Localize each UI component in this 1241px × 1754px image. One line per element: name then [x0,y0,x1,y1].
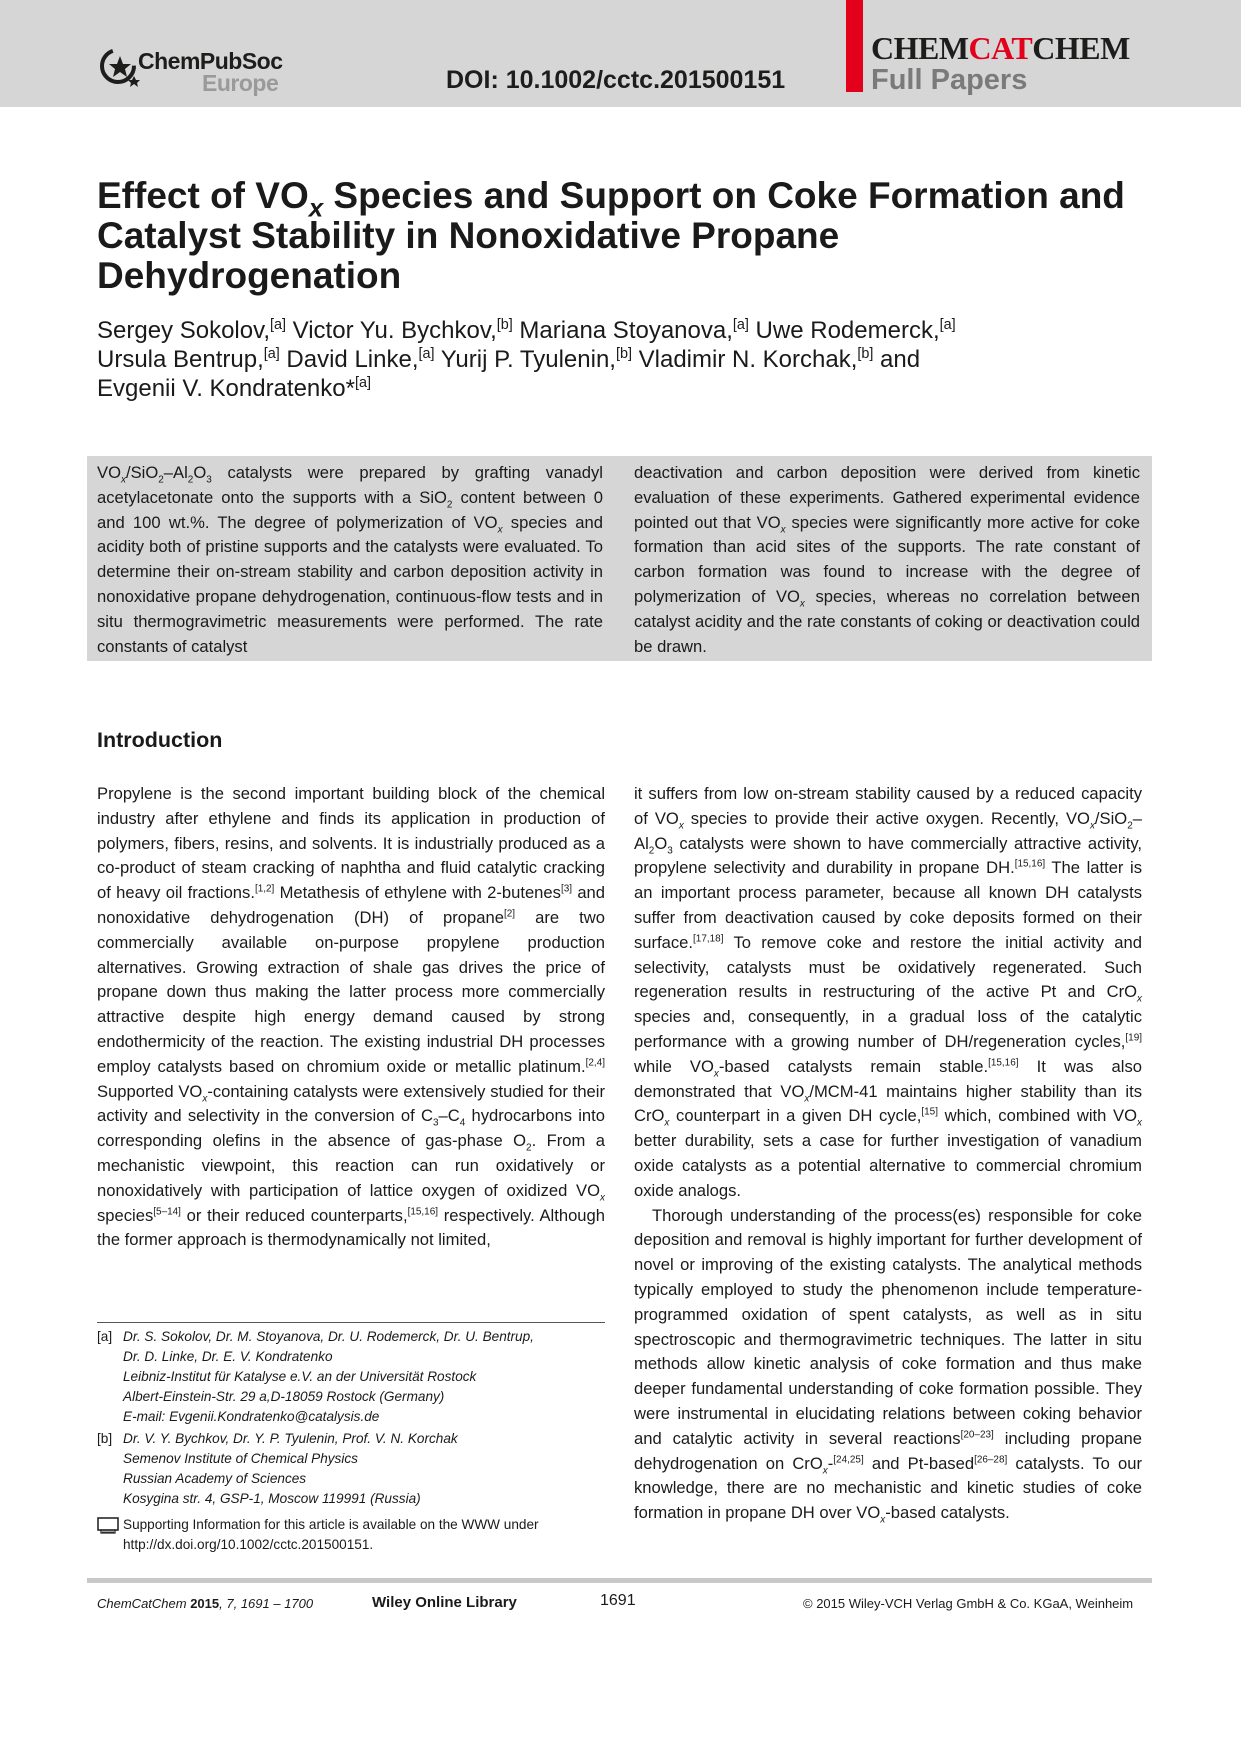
subscript: x [799,598,805,610]
title-line-2: Catalyst Stability in Nonoxidative Propane [97,215,840,256]
subscript: 2 [187,474,194,486]
footer-year: 2015 [186,1596,220,1611]
text-run: /MCM-41 maintains higher stability than its CrO [634,1081,1143,1126]
footer-journal: ChemCatChem [97,1596,187,1611]
footnote-line: Dr. V. Y. Bychkov, Dr. Y. P. Tyulenin, Prof. V. N. Korchak [123,1431,458,1446]
author-name: David Linke, [279,346,419,373]
author-name: Vladimir N. Korchak, [631,346,858,373]
journal-part-chem2: CHEM [1032,30,1130,66]
text-run: -based catalysts. [885,1503,1010,1523]
title-part: Species and Support on Coke Formation and [323,175,1125,216]
publisher-name: ChemPubSoc [138,48,283,74]
citation: [15,16] [1014,858,1046,870]
title-part: Effect of VO [97,175,309,216]
subscript: x [120,474,126,486]
text-run: counterpart in a given DH cycle, [669,1106,922,1126]
text-run: better durability, sets a case for further investigation of vanadium oxide catalysts as a potential alternative to commercial chromium oxide analogs. [634,1131,1142,1200]
subscript: 2 [158,474,164,486]
footnote-line: Albert-Einstein-Str. 29 a,D-18059 Rostock (Germany) [123,1389,445,1404]
copyright: © 2015 Wiley-VCH Verlag GmbH & Co. KGaA, Weinheim [803,1596,1134,1611]
author-affiliation: [a] [354,375,371,391]
chempubsoc-star-logo-icon [98,46,142,90]
paragraph [97,782,605,1253]
author-affiliation: [a] [418,346,435,362]
citation: [2,4] [585,1057,605,1069]
text-run: and nonoxidative dehydrogenation (DH) of propane [97,883,605,927]
subscript: x [202,1092,208,1104]
author-name: Sergey Sokolov, [97,317,270,344]
abstract-left-column [97,461,603,659]
text-run: species, whereas no correlation between catalyst acidity and the rate constants of coking or deactivation could be drawn. [634,586,1140,656]
introduction-right-column [634,782,1142,1526]
journal-part-chem: CHEM [871,30,969,66]
text-run: species to provide their active oxygen. Recently, VO [683,808,1090,828]
text-run: it suffers from low on-stream stability caused by a reduced capacity of VO [634,784,1142,828]
text-run: Metathesis of ethylene with 2-butenes [274,883,561,903]
text-run: Supported VO [97,1081,203,1101]
journal-part-cat: CAT [968,30,1033,66]
footnote-line: Semenov Institute of Chemical Physics [123,1451,358,1466]
subscript: 2 [446,499,453,511]
text-run: - [827,1453,834,1473]
abstract-right-column [634,461,1140,659]
publisher-region: Europe [202,70,279,96]
text-run: catalysts were prepared by grafting vanadyl acetylacetonate onto the supports with a SiO [97,463,603,507]
subscript: 3 [432,1117,439,1129]
author-name: Ursula Bentrup, [97,346,264,373]
author-affiliation: [a] [269,317,286,333]
journal-accent-bar [846,0,863,92]
author-list [97,316,1157,403]
text-run: while VO [634,1056,714,1076]
subscript: 2 [526,1142,532,1154]
computer-monitor-icon [97,1517,119,1535]
subscript: 3 [206,474,212,486]
introduction-heading: Introduction [97,728,223,752]
author-affiliation: [b] [615,346,632,362]
author-name: Mariana Stoyanova, [512,317,733,344]
citation: [26–28] [974,1453,1008,1465]
text-run: species [97,1205,154,1225]
subscript: 2 [1127,820,1133,832]
author-affiliation: [a] [263,346,280,362]
subscript: x [880,1514,886,1526]
citation: [15] [921,1106,938,1118]
text-run: To remove coke and restore the initial activity and selectivity, catalysts must be oxidatively regenerated. Such regeneration results in restructuring of the active Pt and CrO [634,932,1142,1002]
journal-name [871,30,1130,67]
text-run: catalysts. To our knowledge, there are no mechanistic and kinetic studies of coke formation in propane DH over VO [634,1453,1143,1523]
text-run: catalysts were shown to have commercially attractive activity, propylene selectivity and durability in propane DH. [634,833,1142,878]
text-run: -containing catalysts were extensively studied for their activity and selectivity in the conversion of C [97,1081,605,1126]
subscript: x [600,1192,605,1204]
author-name: Yurij P. Tyulenin, [434,346,616,373]
author-conjunction: and [873,346,921,373]
text-run: species and, consequently, in a gradual loss of the catalytic performance with a growing number of DH/regeneration cycles, [634,1007,1142,1051]
publisher-logo [98,46,288,98]
text-run: . From a mechanistic viewpoint, this reaction can run oxidatively or nonoxidatively with participation of lattice oxygen of oxidized VO [97,1131,605,1200]
subscript: x [497,523,503,535]
text-run: –C [438,1106,460,1126]
text-run: or their reduced counterparts, [180,1205,408,1225]
text-run: deactivation and carbon deposition were derived from kinetic evaluation of these experiments. Gathered experimental evidence pointed out that VO [634,463,1140,532]
text-run: O [193,463,207,482]
footnote-line: Russian Academy of Sciences [123,1471,307,1486]
author-name: Uwe Rodemerck, [748,317,940,344]
footnote-line: Leibniz-Institut für Katalyse e.V. an der Universität Rostock [123,1369,477,1384]
text-run: It was also demonstrated that VO [634,1056,1142,1101]
author-affiliation: [b] [857,346,874,362]
citation: [5–14] [153,1206,181,1218]
citation: [24,25] [833,1453,864,1465]
text-run: O [654,833,668,853]
text-run: respectively. Although the former approach is thermodynamically not limited, [97,1205,605,1250]
subscript: x [780,523,786,535]
citation: [17,18] [693,933,724,945]
footnote-line: Kosygina str. 4, GSP-1, Moscow 119991 (Russia) [123,1491,421,1506]
supporting-line: Supporting Information for this article is available on the WWW under [123,1517,539,1532]
text-run: VO [97,463,121,482]
footnote-marker: [b] [97,1431,113,1446]
subscript: 3 [667,844,673,856]
author-affiliation: [a] [939,317,956,333]
subscript: x [1089,820,1095,832]
text-run: species and acidity both of pristine supports and the catalysts were evaluated. To determine their on-stream stability and carbon deposition activity in nonoxidative propane dehydrogenation, continuous-flow tests and in situ thermogravimetric measurements were performed. The rate constants of catalyst [97,512,603,656]
subscript: x [804,1092,810,1104]
citation: [1,2] [254,883,275,895]
footnote-marker: [a] [97,1329,113,1344]
footnote-line: Dr. D. Linke, Dr. E. V. Kondratenko [123,1349,333,1364]
citation: [3] [560,883,573,895]
author-affiliation: [b] [496,317,513,333]
text-run: The latter is an important process parameter, because all known DH catalysts suffer from deactivation caused by coke deposits formed on their surface. [634,858,1143,952]
text-run: Propylene is the second important building block of the chemical industry after ethylene and finds its application in production of polymers, fibers, resins, and solvents. It is industrially produced as a co-product of steam cracking of naphtha and fluid catalytic cracking of heavy oil fractions. [97,784,605,903]
subscript: 4 [459,1117,466,1129]
text-run: /SiO [125,463,159,482]
supporting-information-text [123,1515,603,1555]
author-name: Victor Yu. Bychkov, [285,317,497,344]
page-number: 1691 [600,1592,636,1609]
text-run: -based catalysts remain stable. [718,1056,989,1076]
paragraph [634,782,1142,1204]
footnote-text [123,1327,603,1427]
citation: [19] [1125,1032,1142,1044]
text-run: –Al [163,463,188,482]
section-type: Full Papers [871,64,1028,96]
paragraph [634,1204,1142,1526]
affiliation-footnote-b [97,1429,605,1529]
text-run: are two commercially available on-purpose propylene production alternatives. Growing extraction of shale gas drives the price of propane down thus making the latter process more commercially attractive despite high energy demand caused by strong endothermicity of the reaction. The existing industrial DH processes employ catalysts based on chromium oxide or metallic platinum. [97,907,606,1076]
footnote-rule [97,1322,605,1323]
article-title [97,176,1157,296]
citation: [2] [503,908,516,920]
citation: [15,16] [988,1057,1019,1069]
doi: DOI: 10.1002/cctc.201500151 [446,66,786,94]
author-affiliation: [a] [732,317,749,333]
text-run: content between 0 and 100 wt.%. The degree of polymerization of VO [97,487,603,532]
text-run: –Al [634,808,1142,853]
wiley-online-library-link[interactable]: Wiley Online Library [372,1594,517,1611]
subscript: x [1137,1117,1142,1129]
subscript: x [678,820,684,832]
supporting-information-note [97,1515,605,1559]
text-run: which, combined with VO [937,1106,1137,1126]
author-name: Evgenii V. Kondratenko* [97,375,355,402]
text-run: hydrocarbons into corresponding olefins in the absence of gas-phase O [97,1106,605,1151]
text-run: /SiO [1094,808,1128,828]
subscript: x [713,1068,719,1080]
text-run: Thorough understanding of the process(es) responsible for coke deposition and removal is highly important for further development of novel or improving of the existing catalysts. The analytical methods typically employed to study the phenomenon include temperature-programmed oxidation of spent catalysts, as well as in situ spectroscopic and thermogravimetric techniques. The latter in situ methods allow kinetic analysis of coke formation and thus make deeper fundamental understanding of coke formation possible. They were instrumental in elucidating relations between coking behavior and catalytic activity in several reactions [634,1205,1142,1448]
introduction-left-column [97,782,605,1253]
footer-rule [87,1578,1152,1583]
citation: [20–23] [960,1429,994,1441]
subscript: x [1137,993,1142,1005]
footer-citation [97,1596,313,1611]
footnote-text [123,1429,603,1509]
text-run: and Pt-based [863,1453,975,1473]
subscript: x [822,1464,828,1476]
email-link[interactable]: E-mail: Evgenii.Kondratenko@catalysis.de [123,1409,380,1424]
citation: [15,16] [407,1206,439,1218]
footnote-line: Dr. S. Sokolov, Dr. M. Stoyanova, Dr. U. Rodemerck, Dr. U. Bentrup, [123,1329,534,1344]
subscript: 2 [648,844,655,856]
title-line-3: Dehydrogenation [97,255,402,296]
text-run: including propane dehydrogenation on CrO [634,1428,1142,1473]
footer-volume-pages: , 7, 1691 – 1700 [219,1596,314,1611]
supporting-info-link[interactable]: http://dx.doi.org/10.1002/cctc.201500151. [123,1537,374,1552]
subscript: x [664,1117,670,1129]
title-subscript: x [308,194,324,223]
text-run: species were significantly more active for coke formation than acid sites of the supports. The rate constant of carbon formation was found to increase with the degree of polymerization of VO [634,512,1141,606]
